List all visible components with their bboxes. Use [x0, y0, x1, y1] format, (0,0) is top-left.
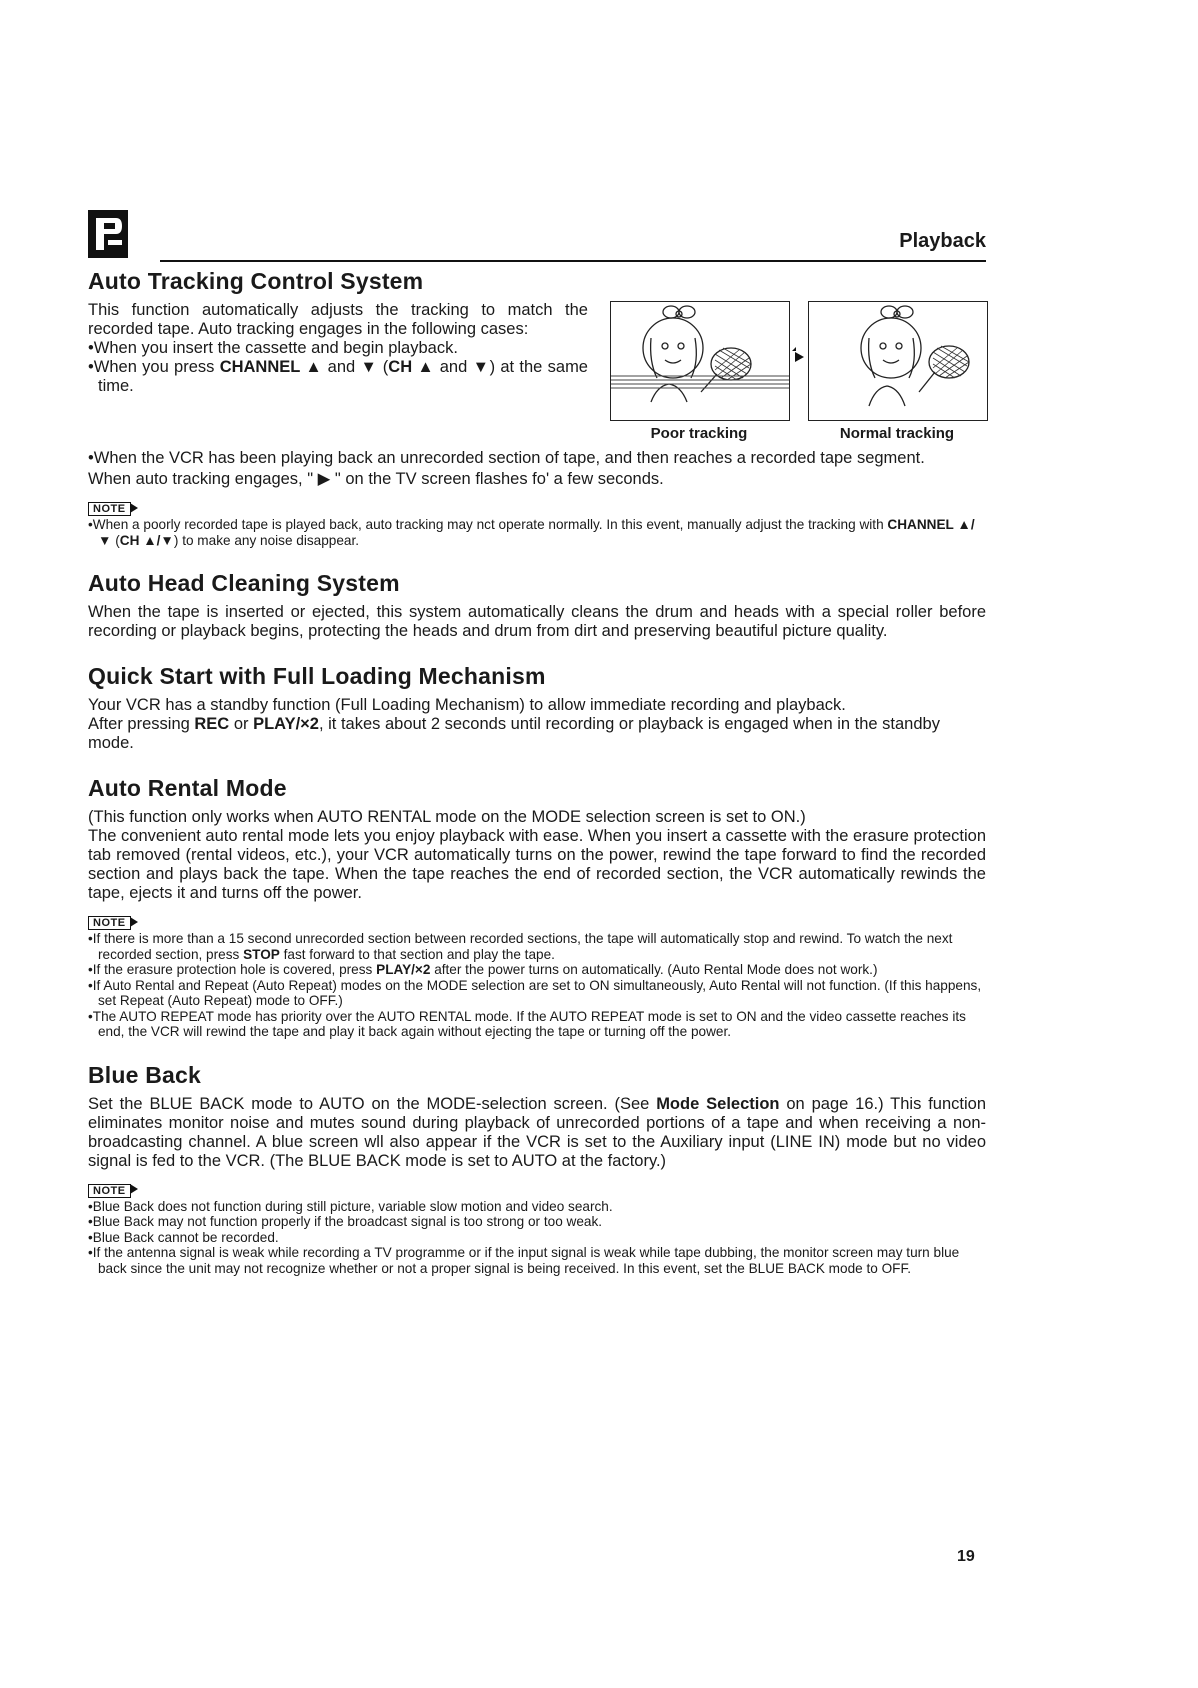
- note-badge: NOTE: [88, 913, 138, 927]
- auto-tracking-bullet-1: •When you insert the cassette and begin playback.: [88, 339, 458, 357]
- page-number: 19: [957, 1548, 975, 1565]
- blue-back-note-1: •Blue Back does not function during still picture, variable slow motion and video search.: [88, 1198, 613, 1214]
- auto-rental-notes: [88, 931, 986, 1040]
- auto-head-section: [88, 570, 986, 641]
- normal-tracking-figure: [808, 301, 988, 421]
- auto-tracking-engage: When auto tracking engages, " ▶ " on the TV screen flashes fo' a few seconds.: [88, 470, 664, 488]
- auto-rental-body: The convenient auto rental mode lets you enjoy playback with ease. When you insert a cassette with the erasure protection tab removed (rental videos, etc.), your VCR automatically turns on the power, rewind the tape forward to find the recorded section and plays back the tape. When the tape reaches the end of recorded section, the VCR automatically rewinds the tape, ejects it and turns off the power.: [88, 827, 986, 902]
- blue-back-body: Set the BLUE BACK mode to AUTO on the MODE-selection screen. (See Mode Selection on page 16.) This function eliminates monitor noise and mutes sound during playback of unrecorded portions of a tape and when receiving a non-broadcasting channel. A blue screen wll also appear if the VCR is set to the Auxiliary input (LINE IN) mode but no video signal is fed to the VCR. (The BLUE BACK mode is set to AUTO at the factory.): [88, 1094, 986, 1170]
- auto-rental-note-2: •If the erasure protection hole is covered, press PLAY/×2 after the power turns on automatically. (Auto Rental Mode does not work.): [88, 962, 878, 977]
- auto-tracking-intro: [88, 301, 986, 449]
- auto-tracking-intro-text: This function automatically adjusts the tracking to match the recorded tape. Auto tracking engages in the following cases:: [88, 301, 588, 338]
- auto-tracking-bullet-2: •When you press CHANNEL ▲ and ▼ (CH ▲ and ▼) at the same time.: [88, 358, 588, 395]
- note-badge: NOTE: [88, 499, 138, 513]
- auto-rental-note-1: •If there is more than a 15 second unrecorded section between recorded sections, the tape will automatically stop and rewind. To watch the next recorded section, press STOP fast forward to that section and play the tape.: [88, 931, 953, 962]
- auto-rental-line-1: (This function only works when AUTO RENTAL mode on the MODE selection screen is set to ON.): [88, 808, 806, 826]
- page-header: [88, 210, 986, 266]
- blue-back-note-3: •Blue Back cannot be recorded.: [88, 1229, 279, 1245]
- auto-tracking-bullet-3: •When the VCR has been playing back an unrecorded section of tape, and then reaches a recorded tape segment.: [88, 449, 925, 467]
- blue-back-section: [88, 1062, 986, 1277]
- auto-head-title: Auto Head Cleaning System: [88, 570, 400, 596]
- section-title: Playback: [899, 230, 986, 252]
- poor-tracking-illustration: [611, 302, 789, 420]
- blue-back-notes: [88, 1199, 986, 1277]
- auto-rental-section: [88, 775, 986, 1040]
- quick-start-title: Quick Start with Full Loading Mechanism: [88, 663, 546, 689]
- tracking-figures: [610, 301, 986, 451]
- note-badge: NOTE: [88, 1181, 138, 1195]
- quick-start-line-1: Your VCR has a standby function (Full Loading Mechanism) to allow immediate recording and playback.: [88, 696, 846, 714]
- normal-tracking-illustration: [809, 302, 987, 420]
- auto-tracking-note-1: •When a poorly recorded tape is played back, auto tracking may nct operate normally. In this event, manually adjust the tracking with CHANNEL ▲/▼ (CH ▲/▼) to make any noise disappear.: [88, 517, 975, 548]
- poor-tracking-figure: [610, 301, 790, 421]
- auto-head-body: When the tape is inserted or ejected, this system automatically cleans the drum and heads with a special roller before recording or playback begins, protecting the heads and drum from dirt and preserving beautiful picture quality.: [88, 603, 986, 640]
- blue-back-title: Blue Back: [88, 1061, 202, 1088]
- auto-rental-note-4: •The AUTO REPEAT mode has priority over the AUTO RENTAL mode. If the AUTO REPEAT mode is set to ON and the video cassette reaches its end, the VCR will rewind the tape and play it back again without ejecting the tape or turning off the power.: [88, 1008, 966, 1039]
- auto-rental-title: Auto Rental Mode: [88, 775, 287, 801]
- auto-tracking-text: [88, 301, 588, 396]
- vcr-playback-icon: [88, 210, 128, 258]
- auto-rental-note-3: •If Auto Rental and Repeat (Auto Repeat) modes on the MODE selection are set to ON simultaneously, Auto Rental will not function. (If this happens, set Repeat (Auto Repeat) mode to OFF.): [88, 977, 982, 1008]
- header-rule: [160, 260, 986, 262]
- quick-start-line-2: After pressing REC or PLAY/×2, it takes about 2 seconds until recording or playback is engaged when in the standby mode.: [88, 715, 940, 752]
- poor-tracking-caption: Poor tracking: [650, 425, 748, 442]
- manual-page: [88, 210, 986, 1276]
- arrow-right-icon: [792, 347, 806, 367]
- auto-tracking-title: Auto Tracking Control System: [88, 268, 424, 294]
- quick-start-section: [88, 663, 986, 753]
- normal-tracking-caption: Normal tracking: [839, 425, 955, 442]
- blue-back-note-4: •If the antenna signal is weak while recording a TV programme or if the input signal is weak while tape dubbing, the monitor screen may turn blue back since the unit may not recognize whether or not a proper signal is being received. In this event, set the BLUE BACK mode to OFF.: [88, 1245, 960, 1276]
- auto-tracking-note: [88, 517, 986, 548]
- blue-back-note-2: •Blue Back may not function properly if the broadcast signal is too strong or too weak.: [88, 1214, 603, 1229]
